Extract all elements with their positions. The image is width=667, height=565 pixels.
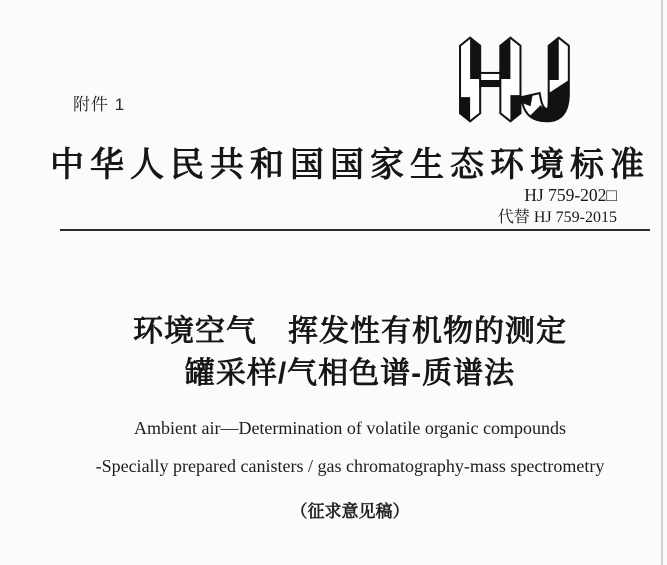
document-title-cn xyxy=(30,311,667,395)
national-standard-header: 中华人民共和国国家生态环境标准 xyxy=(50,147,650,184)
standard-code: HJ 759-202□ xyxy=(524,185,617,205)
document-title-cn-line2: 罐采样/气相色谱-质谱法 xyxy=(184,357,516,390)
hj-logo-icon xyxy=(456,34,592,126)
supersedes-note: 代替 HJ 759-2015 xyxy=(497,209,617,226)
document-title-en-line2: -Specially prepared canisters / gas chromatography-mass spectrometry xyxy=(95,456,605,476)
document-title-en-line1: Ambient air—Determination of volatile organic compounds xyxy=(133,418,567,438)
standard-number-block xyxy=(498,185,617,228)
document-title-cn-line1: 环境空气 挥发性有机物的测定 xyxy=(133,315,567,348)
draft-status-note: （征求意见稿） xyxy=(290,502,410,521)
attachment-label: 附件 1 xyxy=(73,95,126,114)
header-divider-rule xyxy=(60,229,650,231)
scanned-page-edge-line xyxy=(661,0,663,565)
